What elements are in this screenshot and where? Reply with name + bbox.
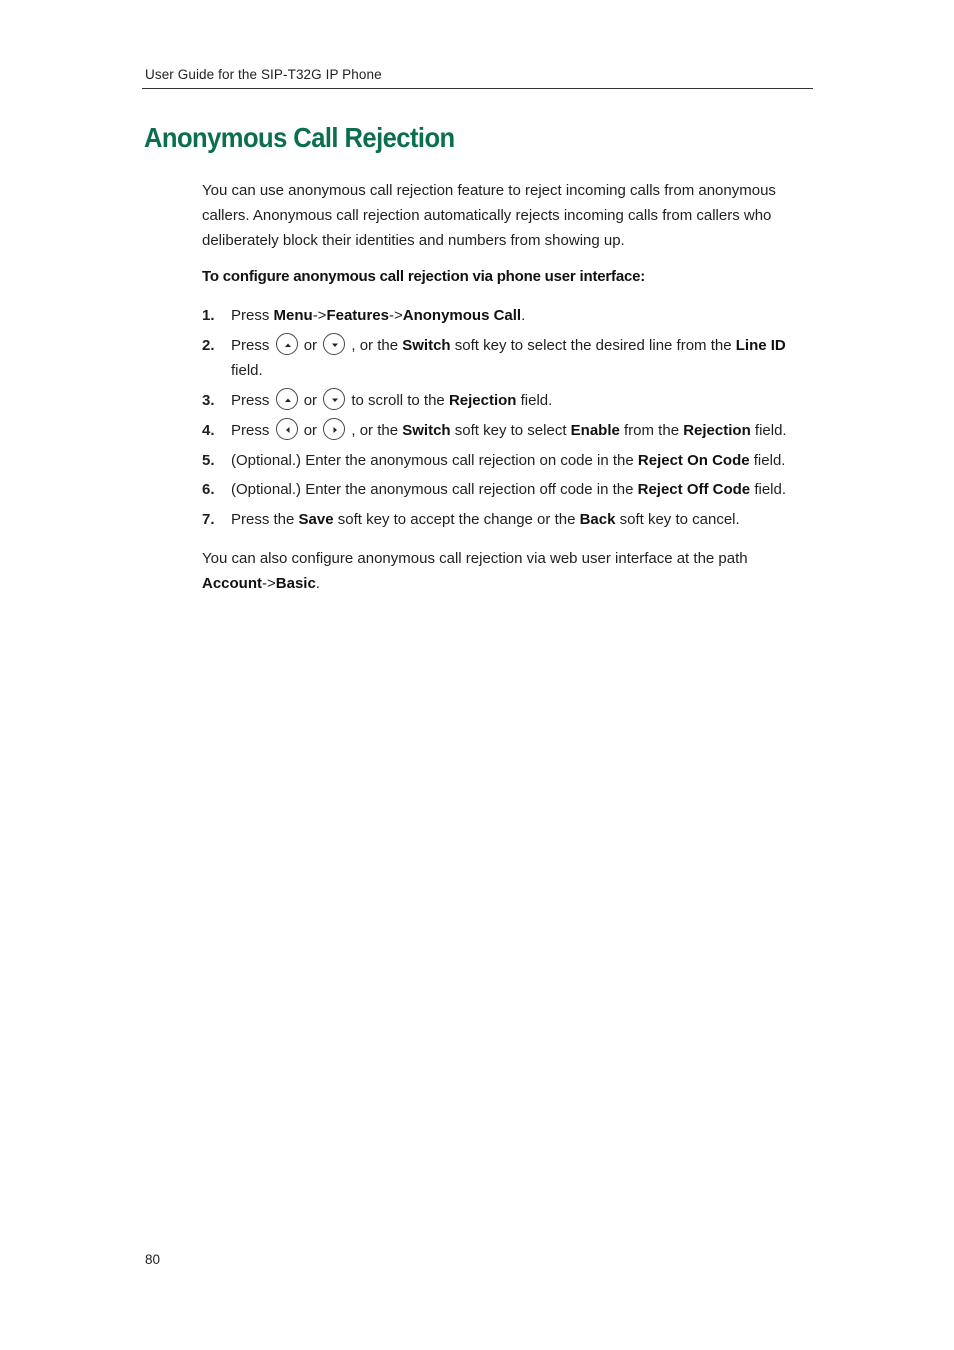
step-number: 6. [202, 481, 215, 498]
step-text: Press or to scroll to the Rejection field. [231, 388, 817, 413]
step-text: Press or , or the Switch soft key to select Enable from the Rejection field. [231, 418, 817, 443]
account-label: Account [202, 575, 262, 592]
page-number: 80 [145, 1252, 161, 1267]
switch-label: Switch [402, 337, 451, 354]
switch-label: Switch [402, 422, 451, 439]
step-text: (Optional.) Enter the anonymous call rejection off code in the Reject Off Code field. [231, 481, 786, 498]
step-number: 4. [202, 422, 215, 439]
procedure-heading: To configure anonymous call rejection via phone user interface: [202, 268, 646, 285]
step-number: 3. [202, 392, 215, 409]
step-text: Press Menu->Features->Anonymous Call. [231, 307, 526, 324]
right-arrow-key-icon [323, 418, 345, 440]
step-text: Press the Save soft key to accept the change or the Back soft key to cancel. [231, 511, 740, 528]
menu-label: Menu [273, 307, 313, 324]
features-label: Features [326, 307, 389, 324]
header-divider [142, 88, 813, 89]
left-arrow-key-icon [276, 418, 298, 440]
reject-off-code-label: Reject Off Code [637, 481, 751, 498]
step-number: 2. [202, 337, 215, 354]
save-label: Save [298, 511, 334, 528]
step-text: (Optional.) Enter the anonymous call rejection on code in the Reject On Code field. [231, 452, 786, 469]
up-arrow-key-icon [276, 333, 298, 355]
line-id-label: Line ID [735, 337, 786, 354]
step-text: Press or , or the Switch soft key to select the desired line from the Line ID field. [231, 333, 817, 383]
enable-label: Enable [570, 422, 620, 439]
basic-label: Basic [275, 575, 316, 592]
rejection-label: Rejection [448, 392, 517, 409]
step-number: 7. [202, 511, 215, 528]
step-number: 1. [202, 307, 215, 324]
step-number: 5. [202, 452, 215, 469]
down-arrow-key-icon [323, 333, 345, 355]
back-label: Back [579, 511, 616, 528]
anonymous-call-label: Anonymous Call [402, 307, 522, 324]
up-arrow-key-icon [276, 388, 298, 410]
down-arrow-key-icon [323, 388, 345, 410]
section-title: Anonymous Call Rejection [144, 122, 455, 153]
outro-paragraph: You can also configure anonymous call rejection via web user interface at the path Account->Basic. [202, 550, 748, 592]
rejection-label: Rejection [683, 422, 751, 439]
intro-paragraph: You can use anonymous call rejection feature to reject incoming calls from anonymous callers. Anonymous call rejection automatically rejects incoming calls from callers who deliberately block their identities and numbers from showing up. [202, 182, 776, 249]
running-header: User Guide for the SIP-T32G IP Phone [145, 67, 382, 82]
reject-on-code-label: Reject On Code [637, 452, 750, 469]
